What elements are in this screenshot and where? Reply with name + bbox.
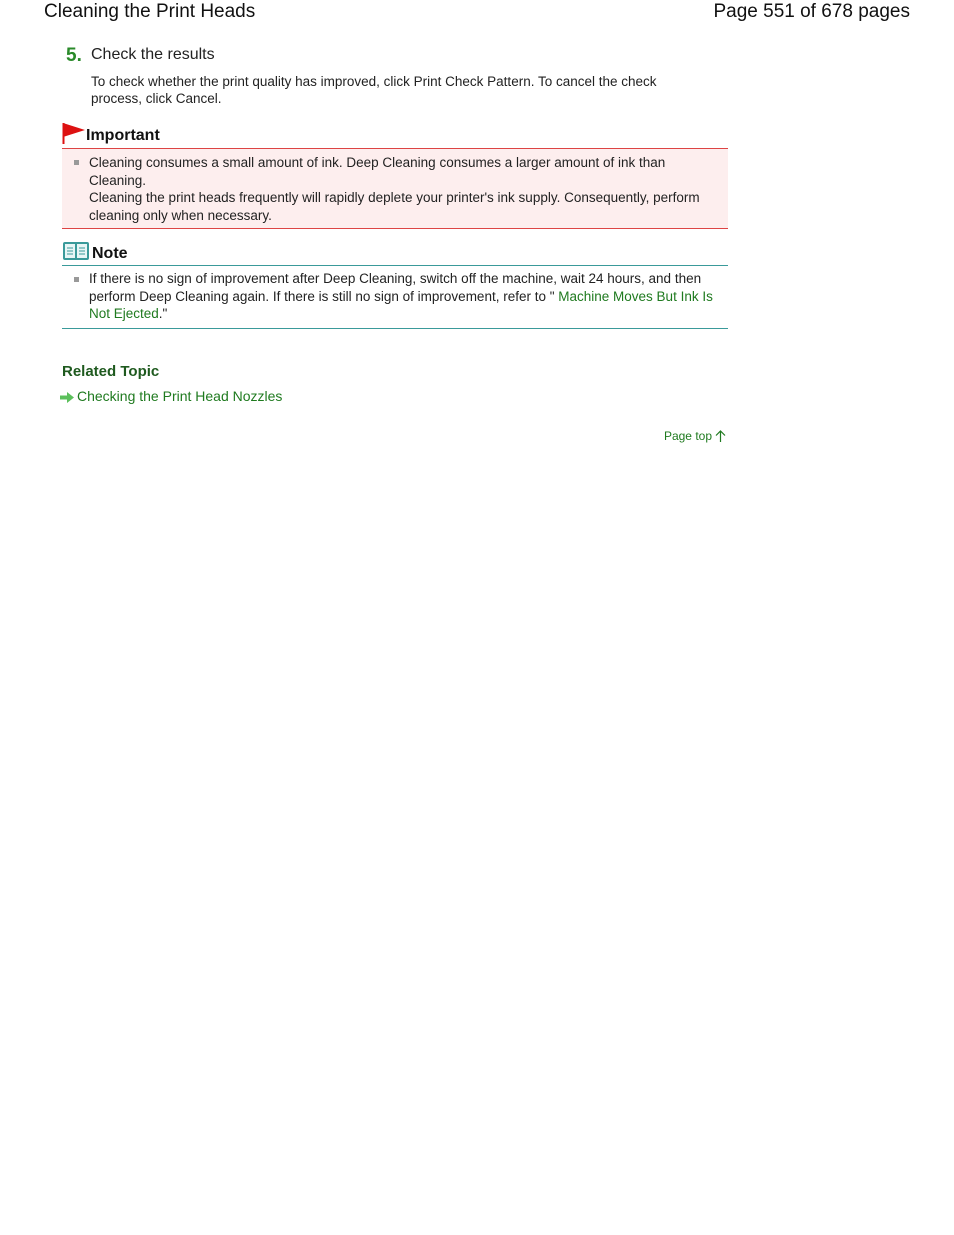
checking-nozzles-link[interactable]: Checking the Print Head Nozzles [77, 388, 283, 404]
page-title: Cleaning the Print Heads [44, 1, 256, 22]
related-topic-heading: Related Topic [62, 363, 160, 380]
bullet-icon [74, 277, 79, 282]
page-counter: Page 551 of 678 pages [713, 1, 910, 22]
important-text [89, 154, 714, 224]
important-label: Important [86, 127, 160, 144]
note-text [89, 270, 714, 323]
note-text-after: ." [158, 306, 168, 321]
arrow-right-icon [60, 392, 74, 403]
note-book-icon [62, 240, 90, 262]
step-title: Check the results [91, 46, 215, 63]
bullet-icon [74, 160, 79, 165]
step-body: To check whether the print quality has improved, click Print Check Pattern. To cancel the check process, click Cancel. [91, 74, 657, 106]
arrow-up-icon [715, 430, 726, 442]
machine-moves-link[interactable]: Machine Moves But Ink Is Not Ejected [89, 288, 713, 321]
note-label: Note [92, 245, 128, 262]
note-box [62, 265, 728, 329]
important-line-1: Cleaning consumes a small amount of ink. Deep Cleaning consumes a larger amount of ink than Cleaning. [89, 155, 666, 188]
page-top-label[interactable]: Page top [663, 429, 712, 443]
important-box [62, 148, 728, 229]
page-top-link[interactable] [664, 429, 726, 443]
important-line-2: Cleaning the print heads frequently will rapidly deplete your printer's ink supply. Consequently, perform cleaning only when necessary. [89, 190, 700, 223]
note-text-before: If there is no sign of improvement after Deep Cleaning, switch off the machine, wait 24 hours, and then perform Deep Cleaning again. If there is still no sign of improvement, refer to " [89, 271, 702, 304]
important-flag-icon [62, 122, 86, 144]
step-number: 5. [66, 45, 82, 66]
